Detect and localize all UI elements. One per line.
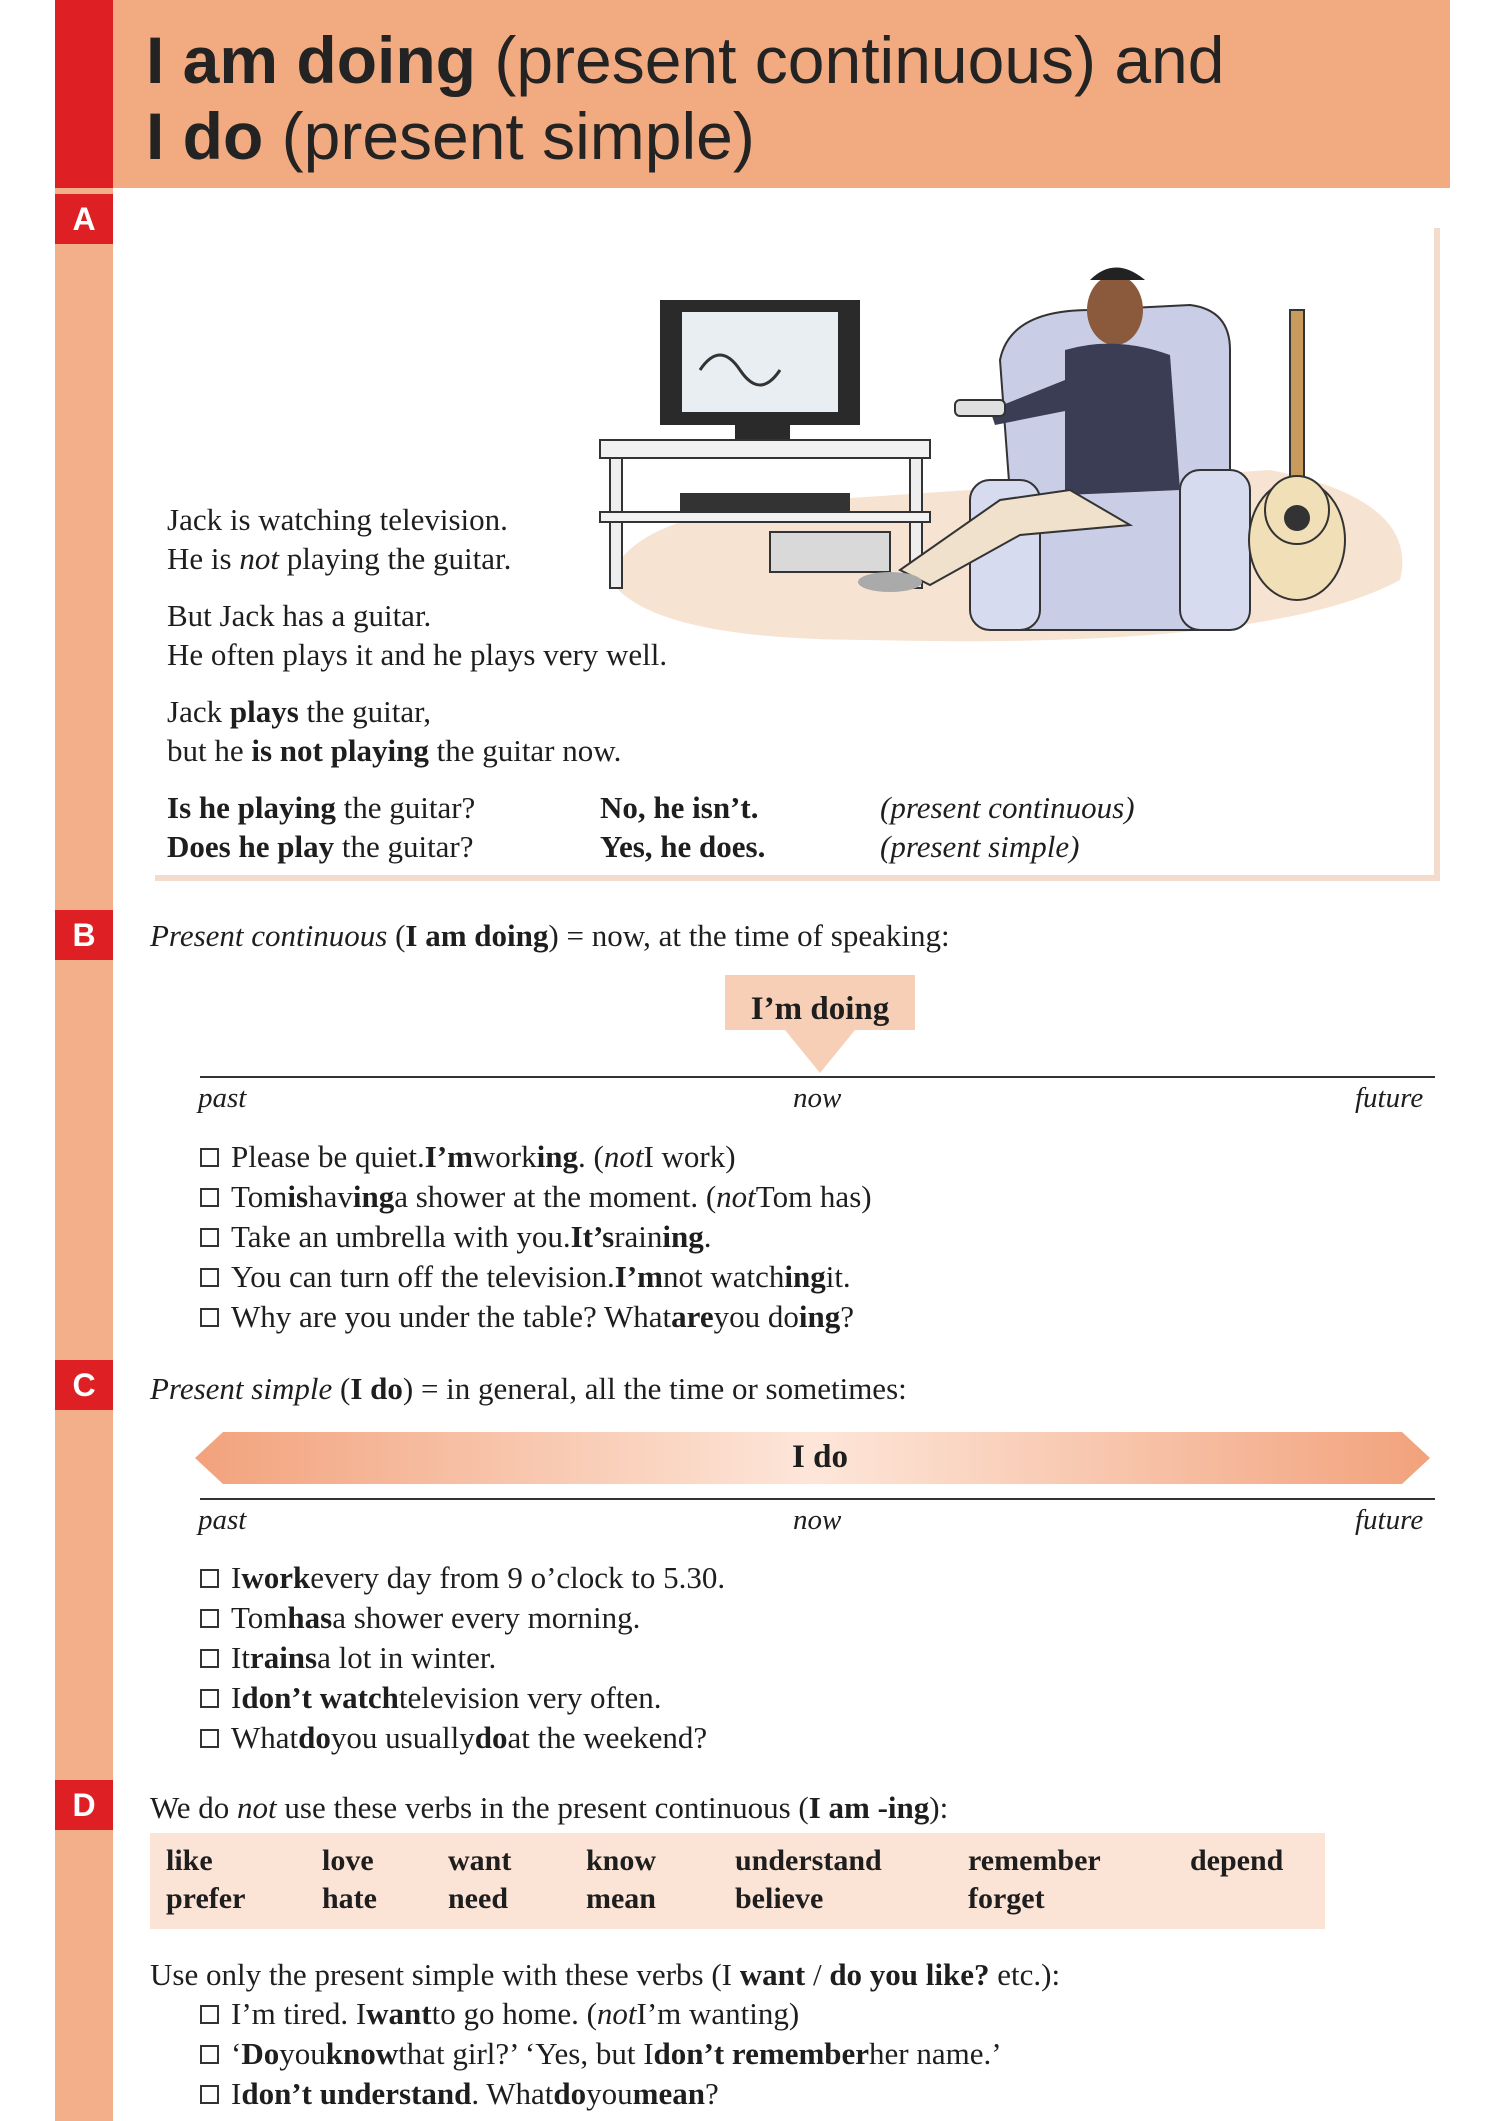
- now-arrow-label: I’m doing: [750, 991, 890, 1027]
- verb-believe: believe: [735, 1882, 824, 1915]
- timeline-b-past: past: [198, 1082, 247, 1114]
- list-item: You can turn off the television. I’m not watch ing it.: [200, 1257, 872, 1297]
- verb-remember: remember: [968, 1844, 1101, 1877]
- c-examples: [200, 1558, 725, 1758]
- list-item: Why are you under the table? What are you do ing ?: [200, 1297, 872, 1337]
- list-item: Take an umbrella with you. It’s rain ing .: [200, 1217, 872, 1257]
- list-item: I don’t understand . What do you mean ?: [200, 2074, 1002, 2114]
- list-item: Tom is hav ing a shower at the moment. ( not Tom has): [200, 1177, 872, 1217]
- a-line-not-now: but he is not playing the guitar now.: [167, 733, 622, 768]
- timeline-c-now: now: [793, 1504, 842, 1536]
- c-intro: Present simple (I do) = in general, all the time or sometimes:: [150, 1371, 907, 1406]
- d-use-simple-note: Use only the present simple with these verbs (I want / do you like? etc.):: [150, 1957, 1061, 1992]
- timeline-b: [200, 1076, 1435, 1078]
- jack-watching-tv-illustration: [570, 250, 1430, 670]
- a-line-watching: Jack is watching television.: [167, 502, 508, 537]
- a-tense-simple: (present simple): [880, 829, 1080, 864]
- verb-know: know: [586, 1844, 657, 1877]
- verb-mean: mean: [586, 1882, 656, 1915]
- verb-hate: hate: [322, 1882, 377, 1915]
- timeline-b-now: now: [793, 1082, 842, 1114]
- a-line-often-plays: He often plays it and he plays very well.: [167, 637, 668, 672]
- list-item: It rains a lot in winter.: [200, 1638, 725, 1678]
- a-answer-continuous: No, he isn’t.: [600, 790, 759, 825]
- timeline-c-past: past: [198, 1504, 247, 1536]
- section-tab-d: D: [55, 1780, 113, 1830]
- timeline-c: [200, 1498, 1435, 1500]
- verb-forget: forget: [968, 1882, 1045, 1915]
- verb-prefer: prefer: [166, 1882, 246, 1915]
- timeline-b-future: future: [1355, 1082, 1424, 1114]
- list-item: Tom has a shower every morning.: [200, 1598, 725, 1638]
- a-line-not-playing: He is not playing the guitar.: [167, 541, 512, 576]
- section-tab-a: A: [55, 194, 113, 244]
- verb-depend: depend: [1190, 1844, 1284, 1877]
- timeline-c-future: future: [1355, 1504, 1424, 1536]
- a-answer-simple: Yes, he does.: [600, 829, 766, 864]
- stative-verbs-box: [150, 1833, 1325, 1929]
- verb-understand: understand: [735, 1844, 882, 1877]
- verb-want: want: [448, 1844, 512, 1877]
- section-tab-c: C: [55, 1360, 113, 1410]
- d-intro: We do not use these verbs in the present continuous (I am -ing):: [150, 1790, 949, 1825]
- list-item: I’m tired. I want to go home. ( not I’m wanting): [200, 1994, 1002, 2034]
- list-item: I work every day from 9 o’clock to 5.30.: [200, 1558, 725, 1598]
- section-tab-b: B: [55, 910, 113, 960]
- sidebar-top-red: [55, 0, 113, 188]
- page-title: I am doing (present continuous) and I do (present simple): [146, 23, 1225, 173]
- a-tense-continuous: (present continuous): [880, 790, 1135, 825]
- d-examples: [200, 1994, 1002, 2114]
- a-line-plays: Jack plays the guitar,: [167, 694, 431, 729]
- b-intro: Present continuous (I am doing) = now, at the time of speaking:: [150, 918, 950, 953]
- tv-icon: [660, 300, 860, 439]
- list-item: Please be quiet. I’m work ing . ( not I work): [200, 1137, 872, 1177]
- b-examples: [200, 1137, 872, 1337]
- list-item: ‘ Do you know that girl?’ ‘Yes, but I don’t remember her name.’: [200, 2034, 1002, 2074]
- a-question-continuous: Is he playing the guitar?: [167, 790, 476, 825]
- list-item: What do you usually do at the weekend?: [200, 1718, 725, 1758]
- a-question-simple: Does he play the guitar?: [167, 829, 474, 864]
- a-line-has-guitar: But Jack has a guitar.: [167, 598, 432, 633]
- verb-need: need: [448, 1882, 508, 1915]
- guitar-icon: [1249, 310, 1345, 600]
- present-simple-arrow-label: I do: [792, 1439, 848, 1475]
- list-item: I don’t watch television very often.: [200, 1678, 725, 1718]
- verb-love: love: [322, 1844, 374, 1877]
- verb-like: like: [166, 1844, 213, 1877]
